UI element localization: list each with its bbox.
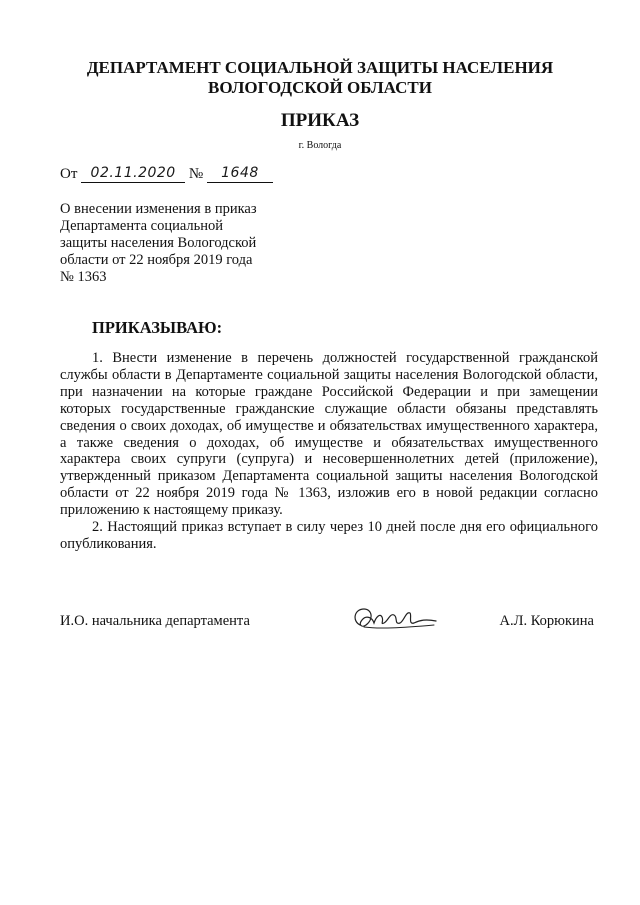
registration-number: 1648: [207, 165, 273, 183]
number-label: №: [188, 166, 204, 182]
signatory-name: А.Л. Корюкина: [499, 613, 594, 629]
from-label: От: [60, 166, 78, 182]
subject-line: защиты населения Вологодской: [60, 235, 257, 251]
handwritten-signature: [350, 603, 440, 635]
subject-line: № 1363: [60, 269, 107, 285]
organization-header: [60, 58, 580, 98]
order-directive-heading: ПРИКАЗЫВАЮ:: [92, 318, 223, 337]
document-body: [60, 350, 598, 553]
subject-line: О внесении изменения в приказ: [60, 201, 257, 217]
subject-line: области от 22 ноября 2019 года: [60, 252, 253, 268]
organization-name-line-2: ВОЛОГОДСКОЙ ОБЛАСТИ: [208, 78, 432, 97]
document-type-title: ПРИКАЗ: [280, 110, 360, 131]
registration-date: 02.11.2020: [81, 165, 185, 183]
signature-block: [60, 603, 600, 633]
organization-name-line-1: ДЕПАРТАМЕНТ СОЦИАЛЬНОЙ ЗАЩИТЫ НАСЕЛЕНИЯ: [86, 58, 554, 77]
registration-line: [60, 165, 273, 187]
body-paragraph-1: 1. Внести изменение в перечень должностей государственной гражданской службы области в Департаменте социальной защиты населения Вологодской области, при назначении на которые граждане Российской Федерации и при замещении которых государственные гражданские служащие области обязаны представлять сведения о своих доходах, об имуществе и обязательствах имущественного характера, а также сведения о доходах, об имуществе и обязательствах имущественного характера своих супруги (супруга) и несовершеннолетних детей (приложение), утвержденный приказом Департамента социальной защиты населения Вологодской области от 22 ноября 2019 года № 1363, изложив его в новой редакции согласно приложению к настоящему приказу.: [60, 350, 598, 519]
signatory-title: И.О. начальника департамента: [60, 613, 250, 629]
subject-line: Департамента социальной: [60, 218, 224, 234]
document-subject: [60, 201, 300, 286]
document-city: г. Вологда: [298, 140, 342, 151]
body-paragraph-2: 2. Настоящий приказ вступает в силу через 10 дней после дня его официального опубликования.: [60, 519, 598, 552]
